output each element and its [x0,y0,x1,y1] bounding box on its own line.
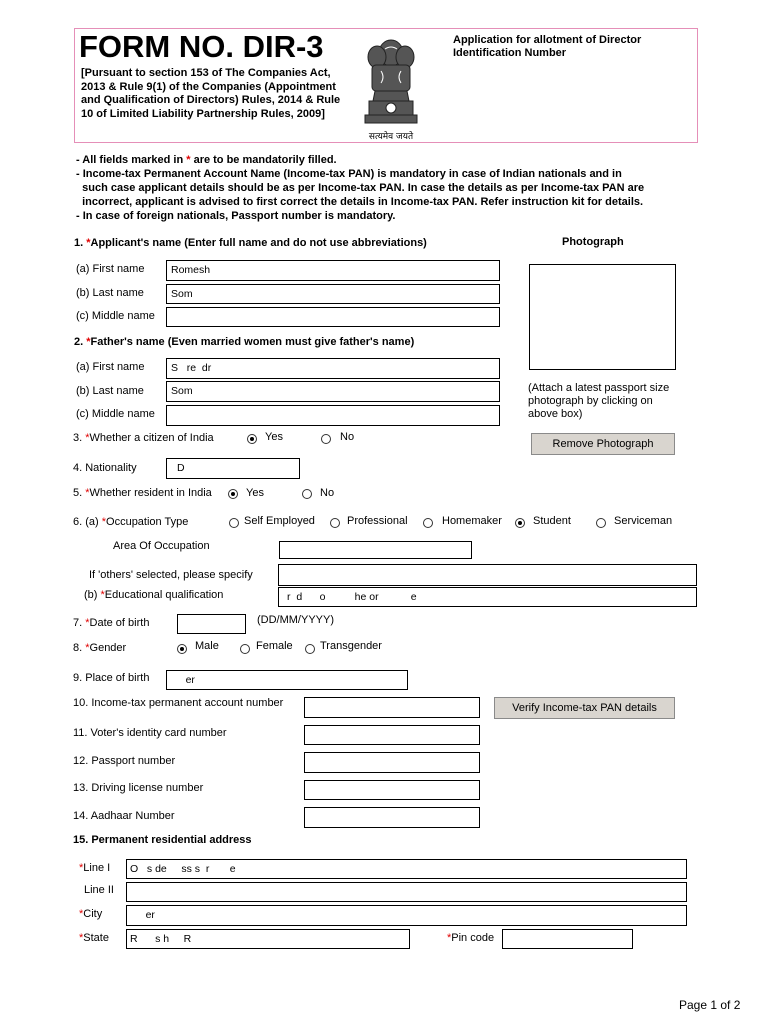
applicant-last-name-field[interactable]: Som [166,284,500,304]
passport-number-field[interactable] [304,752,480,773]
area-of-occupation-label: Area Of Occupation [113,540,210,552]
verify-pan-button[interactable]: Verify Income-tax PAN details [494,697,675,719]
form-title: FORM NO. DIR-3 [79,29,324,64]
resident-yes-radio[interactable] [228,489,238,499]
occupation-homemaker-label: Homemaker [442,515,502,527]
gender-female-label: Female [256,640,293,652]
resident-no-radio[interactable] [302,489,312,499]
applicant-first-name-field[interactable]: Romesh [166,260,500,281]
pin-code-label: *Pin code [447,932,495,944]
passport-number-label: 12. Passport number [73,755,176,767]
gender-transgender-label: Transgender [320,640,382,652]
citizen-yes-label: Yes [265,431,283,443]
aadhaar-field[interactable] [304,807,480,828]
city-field[interactable]: er [126,905,687,926]
date-of-birth-label: 7. *Date of birth [73,617,150,629]
occupation-professional-radio[interactable] [330,518,340,528]
citizen-label: 3. *Whether a citizen of India [73,432,214,444]
date-format-hint: (DD/MM/YYYY) [257,614,334,626]
gender-transgender-radio[interactable] [305,644,315,654]
occupation-serviceman-radio[interactable] [596,518,606,528]
page-number: Page 1 of 2 [679,998,741,1012]
father-last-name-label: (b) Last name [76,385,144,397]
pin-code-field[interactable] [502,929,633,949]
resident-yes-label: Yes [246,487,264,499]
gender-label: 8. *Gender [73,642,127,654]
address-line1-field[interactable]: O s de ss s r e [126,859,687,879]
instruction-mandatory: - All fields marked in * are to be mandatorily filled. [76,154,337,166]
others-specify-label: If 'others' selected, please specify [89,569,253,581]
nationality-field[interactable]: D [166,458,300,479]
gender-male-label: Male [195,640,219,652]
application-title: Application for allotment of Director Identification Number [453,34,642,59]
applicant-last-name-label: (b) Last name [76,287,144,299]
emblem-caption: सत्यमेव जयते [368,132,414,142]
citizen-no-label: No [340,431,355,443]
gender-male-radio[interactable] [177,644,187,654]
occupation-self-employed-radio[interactable] [229,518,239,528]
instruction-foreign: - In case of foreign nationals, Passport number is mandatory. [76,210,396,222]
photograph-label: Photograph [562,236,624,248]
educational-qualification-field[interactable]: r d o he or e [278,587,697,607]
father-last-name-field[interactable]: Som [166,381,500,402]
citizen-no-radio[interactable] [321,434,331,444]
occupation-self-employed-label: Self Employed [244,515,315,527]
state-label: *State [79,932,109,944]
applicant-middle-name-field[interactable] [166,307,500,327]
place-of-birth-label: 9. Place of birth [73,672,150,684]
father-middle-name-field[interactable] [166,405,500,426]
occupation-student-radio[interactable] [515,518,525,528]
place-of-birth-field[interactable]: er [166,670,408,690]
address-line1-label: *Line I [79,862,111,874]
voter-id-label: 11. Voter's identity card number [73,727,227,739]
date-of-birth-field[interactable] [177,614,246,634]
photograph-note: (Attach a latest passport size photograph by clicking on above box) [528,382,670,420]
gender-female-radio[interactable] [240,644,250,654]
nationality-label: 4. Nationality [73,462,137,474]
state-field[interactable]: R s h R [126,929,410,949]
city-label: *City [79,908,103,920]
occupation-homemaker-radio[interactable] [423,518,433,528]
area-of-occupation-field[interactable] [279,541,472,559]
form-subtitle: [Pursuant to section 153 of The Companies Act, 2013 & Rule 9(1) of the Companies (Appointment and Qualification of Directors) Rules, 2014 & Rule 10 of Limited Liability Partnership Rules, 2009] [81,67,341,120]
section-2-title: 2. *Father's name (Even married women must give father's name) [74,336,415,348]
form-header [74,28,698,143]
address-line2-field[interactable] [126,882,687,902]
occupation-serviceman-label: Serviceman [614,515,673,527]
citizen-yes-radio[interactable] [247,434,257,444]
instruction-pan: - Income-tax Permanent Account Name (Income-tax PAN) is mandatory in case of Indian nationals and in such case applicant details should be as per Income-tax PAN. In case the details as per Income-tax PAN are incorrect, applicant is advised to first correct the details in Income-tax PAN. Refer instruction kit for details. [76,168,645,208]
applicant-first-name-label: (a) First name [76,263,145,275]
aadhaar-label: 14. Aadhaar Number [73,810,175,822]
driving-license-field[interactable] [304,780,480,800]
educational-qualification-label: (b) *Educational qualification [84,589,224,601]
voter-id-field[interactable] [304,725,480,745]
pan-label: 10. Income-tax permanent account number [73,697,284,709]
address-line2-label: Line II [84,884,114,896]
occupation-professional-label: Professional [347,515,408,527]
father-middle-name-label: (c) Middle name [76,408,155,420]
driving-license-label: 13. Driving license number [73,782,204,794]
occupation-type-label: 6. (a) *Occupation Type [73,516,189,528]
father-first-name-label: (a) First name [76,361,145,373]
photograph-box[interactable] [529,264,676,370]
resident-no-label: No [320,487,335,499]
emblem-icon [359,31,423,141]
section-1-title: 1. *Applicant's name (Enter full name and do not use abbreviations) [74,237,427,249]
remove-photograph-button[interactable]: Remove Photograph [531,433,675,455]
father-first-name-field[interactable]: S re dr [166,358,500,379]
section-15-title: 15. Permanent residential address [73,834,252,846]
applicant-middle-name-label: (c) Middle name [76,310,155,322]
others-specify-field[interactable] [278,564,697,586]
pan-field[interactable] [304,697,480,718]
resident-label: 5. *Whether resident in India [73,487,212,499]
occupation-student-label: Student [533,515,571,527]
